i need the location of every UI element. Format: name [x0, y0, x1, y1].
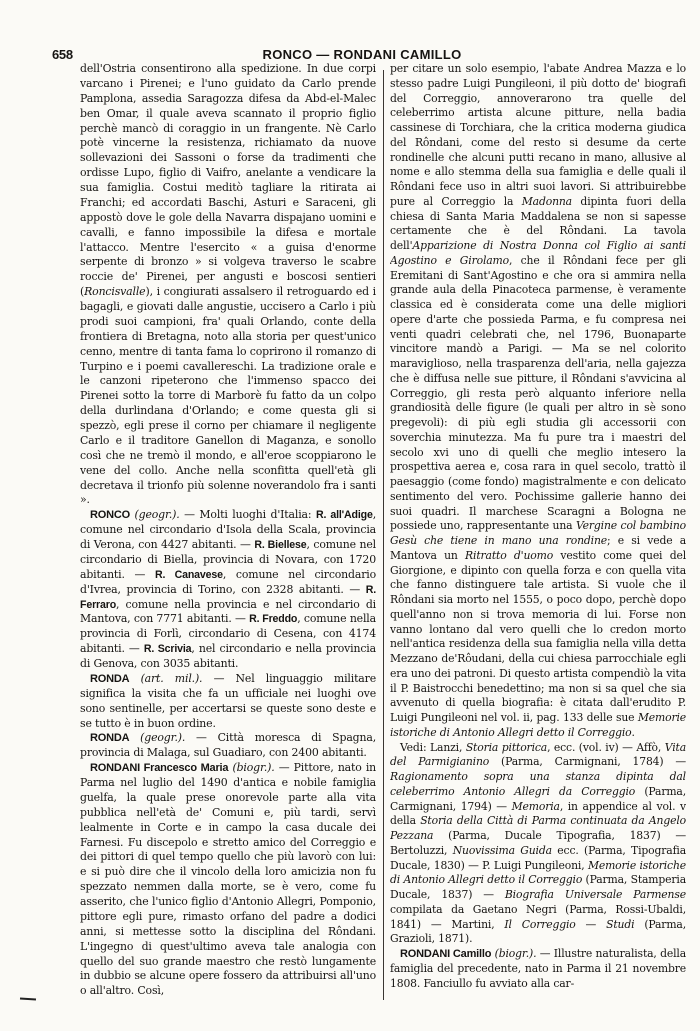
entry-ronda-military: RONDA (art. mil.). — Nel linguaggio militare significa la visita che fa un ufficiale nei luoghi ove sono sentinelle, per accertarsi se queste sono deste e se tutto è in buon ordine.	[80, 671, 376, 730]
entry-headword: RONDANI Camillo	[400, 948, 492, 960]
right-column	[390, 62, 686, 1008]
margin-mark	[20, 997, 36, 1000]
entry-headword: RONDANI Francesco Maria	[90, 762, 229, 775]
running-head: RONCO — RONDANI CAMILLO	[262, 46, 462, 62]
entry-rondani-francesco: RONDANI Francesco Maria (biogr.). — Pittore, nato in Parma nel luglio del 1490 d'antica e nobile famiglia guelfa, la quale prese onorevole parte alla vita pubblica nell'età de' Comuni e, più tardi, servì lealmente in Corte e in campo la casa ducale dei Farnesi. Fu discepolo e stretto amico del Correggio e dei pittori di quel tempo quello che più lavorò con lui: e si può dire che il vincolo della loro amicizia non fu spezzato nemmen dalla morte, se è vero, come fu asserito, che l'unico figlio d'Antonio Allegri, Pomponio, pittore egli pure, rimasto orfano del padre a dodici anni, si mettesse sotto la disciplina del Rôndani. L'ingegno di quest'ultimo aveva tale analogia con quello del suo grande maestro che restò lungamente in dubbio se alcune opere fossero da attribuirsi all'uno o all'altro. Così,	[80, 761, 376, 998]
entry-ronco: RONCO (geogr.). — Molti luoghi d'Italia: R. all'Adige, comune nel circondario d'Isola della Scala, provincia di Verona, con 4427 abitanti. — R. Biellese, comune nel circondario di Biella, provincia di Novara, con 1720 abitanti. — R. Canavese, comune nel circondario d'Ivrea, provincia di Torino, con 2328 abitanti. — R. Ferraro, comune nella provincia e nel circondario di Mantova, con 7771 abitanti. — R. Freddo, comune nella provincia di Forlì, circondario di Cesena, con 4174 abitanti. — R. Scrivia, nel circondario e nella provincia di Genova, con 3035 abitanti.	[80, 508, 376, 670]
entry-ronda-geography: RONDA (geogr.). — Città moresca di Spagna, provincia di Malaga, sul Guadiaro, con 2400 abitanti.	[80, 731, 376, 760]
page-header	[52, 44, 672, 64]
entry-headword: RONDA	[90, 672, 130, 685]
entry-headword: RONDA	[90, 732, 130, 745]
bibliography: Vedi: Lanzi, Storia pittorica, ecc. (vol. iv) — Affò, Vita del Parmigianino (Parma, Carmignani, 1784) — Ragionamento sopra una stanza dipinta dal celeberrimo Antonio Allegri da Correggio (Parma, Carmignani, 1794) — Memoria, in appendice al vol. v della Storia della Città di Parma continuata da Angelo Pezzana (Parma, Ducale Tipografia, 1837) — Bertoluzzi, Nuovissima Guida ecc. (Parma, Tipografia Ducale, 1830) — P. Luigi Pungileoni, Memorie istoriche di Antonio Allegri detto il Correggio (Parma, Stamperia Ducale, 1837) — Biografia Universale Parmense compilata da Gaetano Negri (Parma, Rossi-Ubaldi, 1841) — Martini, Il Correggio — Studi (Parma, Grazioli, 1871).	[390, 740, 686, 946]
entry-rondani-camillo: RONDANI Camillo (biogr.). — Illustre naturalista, della famiglia del precedente, nato in Parma il 21 novembre 1808. Fanciullo fu avviato alla car-	[390, 947, 686, 990]
column-divider	[383, 70, 384, 1000]
rondani-continuation: per citare un solo esempio, l'abate Andrea Mazza e lo stesso padre Luigi Pungileoni, il più dotto de' biografi del Correggio, annoverarono tra quelle del celeberrimo artista alcune pitture, nella badia cassinese di Torchiara, che la critica moderna giudica del Rôndani, come del resto si desume da certe rondinelle che alcuni putti recano in mano, allusive al nome e allo stemma della sua famiglia e delle quali il Rôndani fece uso in altri suoi lavori. Si attribuirebbe pure al Correggio la Madonna dipinta fuori della chiesa di Santa Maria Maddalena se non si sapesse certamente che è del Rôndani. La tavola dell'Apparizione di Nostra Donna col Figlio ai santi Agostino e Girolamo, che il Rôndani fece per gli Eremitani di Sant'Agostino e che ora si ammira nella grande aula della Pinacoteca parmense, è veramente classica ed è considerata come una delle migliori opere d'arte che possieda Parma, e fu compresa nei venti quadri celebrati che, nel 1796, Buonaparte vincitore mandò a Parigi. — Ma se nel colorito maraviglioso, nella trasparenza dell'aria, nella gajezza che è diffusa nelle sue pitture, il Rôndani s'avvicina al Correggio, gli resta però alquanto inferiore nella grandiosità delle figure (le quali per altro in sè sono pregevoli): di più egli studia gli accessorii con soverchia minutezza. Ma fu pure tra i maestri del secolo xvi uno di quelli che meglio intesero la prospettiva aerea e, cosa rara in quel secolo, trattò il paesaggio (come fondo) magistralmente e con delicato sentimento del vero. Pochissime gallerie hanno dei suoi quadri. Il marchese Scaragni a Bologna ne possiede uno, rappresentante una Vergine col bambino Gesù che tiene in mano una rondine; e si vede a Mantova un Ritratto d'uomo vestito come quei del Giorgione, e dipinto con quella forza e con quella vita che fanno distinguere tale artista. Si vuole che il Rôndani sia morto nel 1555, o poco dopo, perchè dopo quell'anno non si trova memoria di lui. Forse non vanno lontano dal vero quelli che lo credon morto nell'antica residenza della sua famiglia nella villa detta Mezzano de'Rôudani, della cui chiesa parrocchiale egli era uno dei patroni. Di questo artista compendiò la vita il P. Baistrocchi benedettino; ma non si sa quel che sia avvenuto di quella biografia: è citata dall'erudito P. Luigi Pungileoni nel vol. ii, pag. 133 delle sue Memorie istoriche di Antonio Allegri detto il Correggio.	[390, 62, 686, 739]
page-number: 658	[52, 46, 73, 62]
left-column	[80, 62, 376, 1008]
orlando-paragraph: dell'Ostria consentirono alla spedizione. In due corpi varcano i Pirenei; e l'uno guidato da Carlo prende Pamplona, assedia Saragozza difesa da Abd-el-Malec ben Omar, il quale aveva scannato il proprio figlio perchè mancò di coraggio in un frangente. Nè Carlo potè vincerne la resistenza, richiamato da nuove sollevazioni dei Sassoni o forse da tradimenti che ordisse Lupo, figlio di Vaifro, anelante a vendicare la sua famiglia. Costui meditò tagliare la ritirata ai Franchi; ed accordati Baschi, Asturi e Saraceni, gli appostò dove le gole della Navarra dispajano uomini e cavalli, e fanno impossibile la difesa e mortale l'attacco. Mentre l'esercito « a guisa d'enorme serpente di bronzo » si volgeva traverso le scabre roccie de' Pirenei, per angusti e boscosi sentieri (Roncisvalle), i congiurati assalsero il retroguardo ed i bagagli, e giovati dalle angustie, uccisero a Carlo i più prodi suoi campioni, fra' quali Orlando, conte della frontiera di Bretagna, noto alla storia per quest'unico cenno, mentre di tanta fama lo coprirono il romanzo di Turpino e i poemi cavallereschi. La tradizione orale e le canzoni ripeterono che l'immenso spacco dei Pirenei sotto la torre di Marborè fu fatto da un colpo della durlindana d'Orlando; e come questa gli si spezzò, egli prese il corno per chiamare il negligente Carlo e il traditore Ganellon di Maganza, e sonollo così che ne tremò il mondo, e all'eroe scoppiarono le vene del collo. Anche nella sconfitta quell'età gli decretava il trionfo più solenne noverandolo fra i santi ».	[80, 62, 376, 507]
entry-headword: RONCO	[90, 509, 130, 522]
